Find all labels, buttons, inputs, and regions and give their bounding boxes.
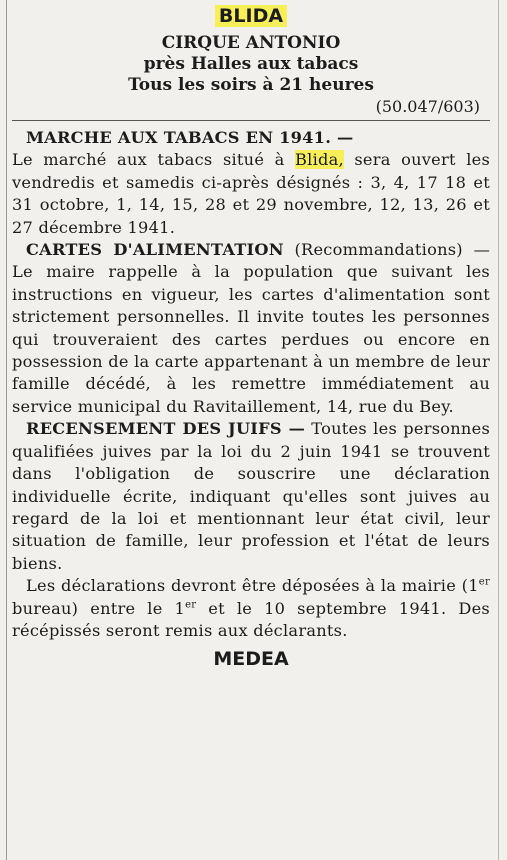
column-rule-left	[6, 0, 7, 860]
superscript: er	[478, 576, 490, 588]
town-heading-text: BLIDA	[215, 5, 287, 27]
ad-reference: (50.047/603)	[375, 97, 480, 116]
article-text: Les déclarations devront être déposées à la mairie (1	[26, 576, 479, 596]
ad-schedule: Tous les soirs à 21 heures	[128, 75, 374, 95]
article-text: Toutes les personnes qualifiées juives par la loi du 2 juin 1941 se trouvent dans l'obligation de souscrire une déclaration individuelle écrite, indiquant qu'elles sont juives au regard de la loi et mentionnant leur état civil, leur situation de famille, leur profession et l'état de leurs biens.	[12, 419, 490, 573]
circus-advertisement	[12, 33, 490, 96]
article-census-paragraph-2	[12, 575, 490, 642]
article-census	[12, 418, 490, 575]
article-text: (Recommandations) — Le maire rappelle à la population que suivant les instructions en vigueur, les cartes d'alimentation sont strictement personnelles. Il invite toutes les personnes qui trouveraient des cartes perdues ou encore en possession de la carte appartenant à un membre de leur famille décédé, à les remettre immédiatement au service municipal du Ravitaillement, 14, rue du Bey.	[12, 240, 491, 416]
article-text: et le 10 septembre 1941. Des récépissés seront remis aux déclarants.	[12, 598, 490, 640]
divider	[12, 120, 490, 121]
newspaper-column	[12, 3, 491, 671]
next-town-text: MEDEA	[213, 648, 289, 671]
article-text: bureau) entre le 1	[12, 598, 186, 618]
town-mention: Blida,	[295, 150, 344, 170]
superscript: er	[185, 599, 197, 611]
article-tobacco-market	[12, 127, 490, 239]
next-town-heading	[12, 646, 490, 671]
article-ration-cards	[12, 239, 490, 418]
article-text: sera ouvert les vendredis et samedis ci-après désignés : 3, 4, 17 18 et 31 octobre, 1, 14, 15, 28 et 29 novembre, 12, 13, 26 et 27 décembre 1941.	[12, 150, 491, 237]
column-rule-right	[498, 0, 499, 860]
article-text: Le marché aux tabacs situé à	[12, 150, 295, 170]
article-heading: RECENSEMENT DES JUIFS —	[26, 419, 306, 439]
article-heading: MARCHE AUX TABACS EN 1941. —	[26, 128, 354, 147]
ad-location: près Halles aux tabacs	[143, 54, 359, 74]
ad-title: CIRQUE ANTONIO	[161, 33, 341, 53]
article-heading: CARTES D'ALIMENTATION	[26, 240, 284, 260]
town-heading	[12, 3, 490, 29]
